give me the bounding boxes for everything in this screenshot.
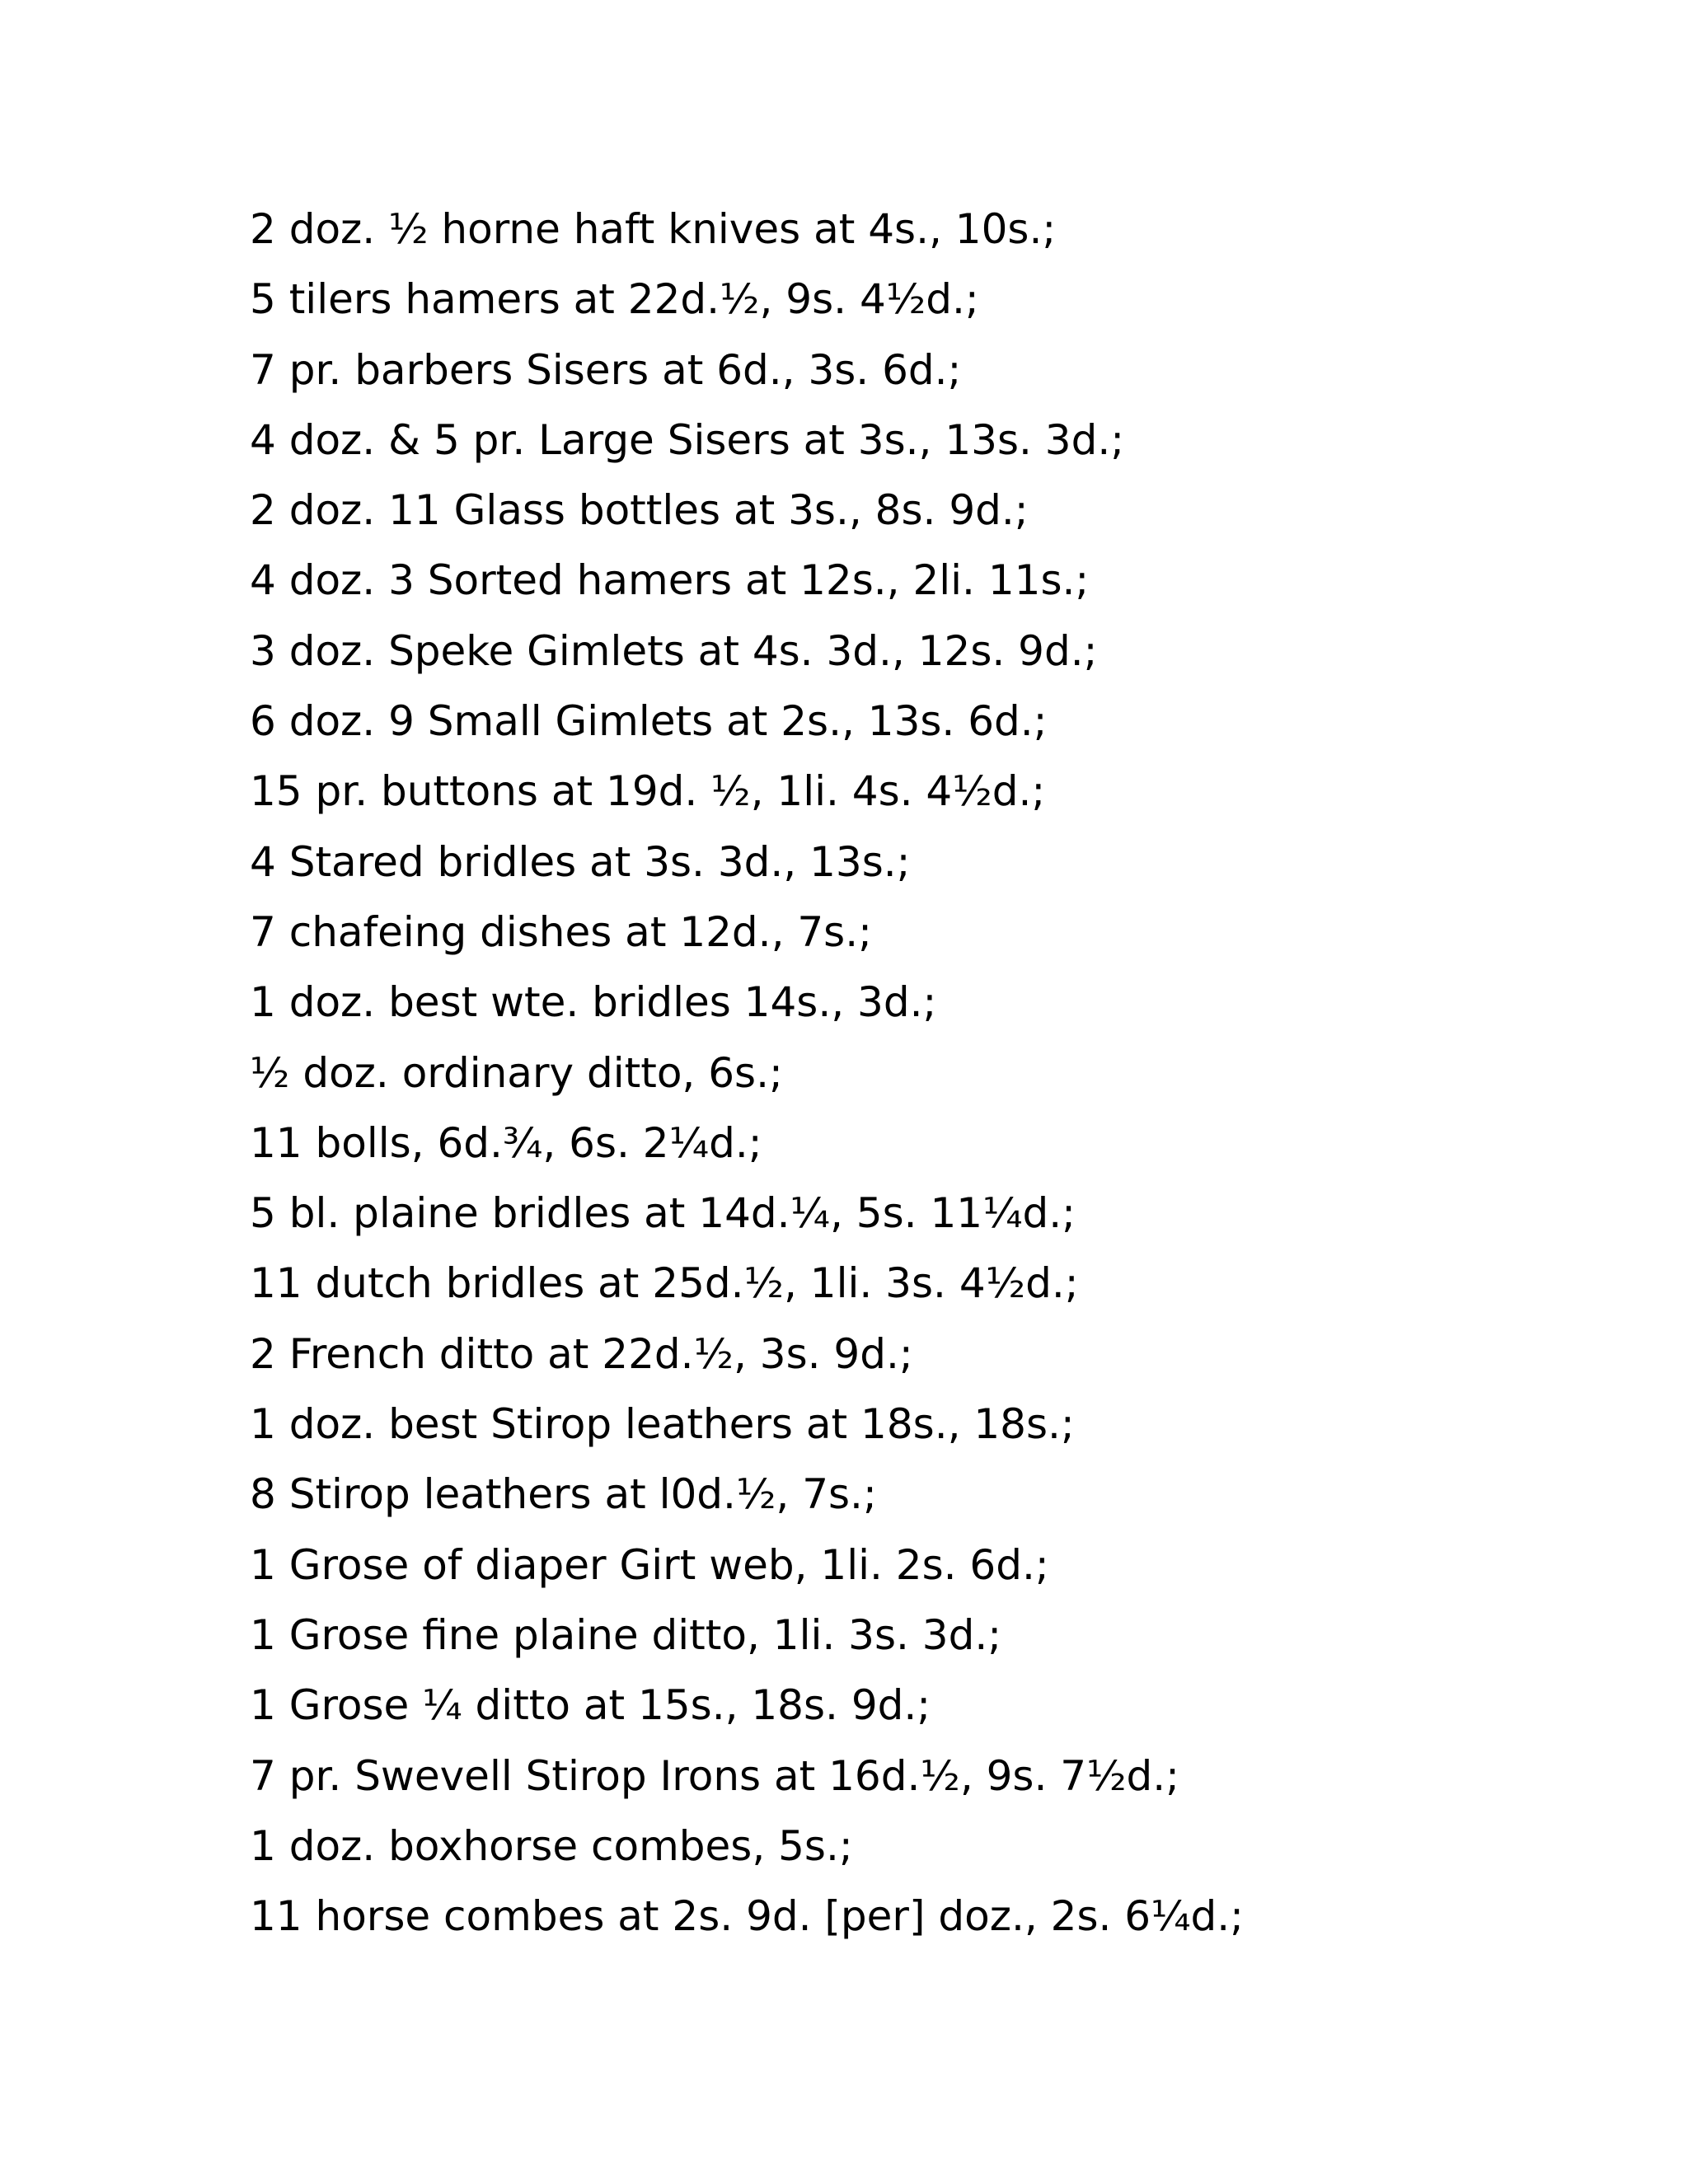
inventory-entry: 11 horse combes at 2s. 9d. [per] doz., 2s. 6¼d.; xyxy=(250,1892,1245,1941)
inventory-entry: 1 doz. best wte. bridles 14s., 3d.; xyxy=(250,978,937,1027)
inventory-list xyxy=(250,194,1244,1952)
inventory-entry: 2 French ditto at 22d.½, 3s. 9d.; xyxy=(250,1329,913,1378)
inventory-entry: 4 doz. 3 Sorted hamers at 12s., 2li. 11s.; xyxy=(250,556,1090,605)
inventory-entry: 7 pr. Swevell Stirop Irons at 16d.½, 9s. 7½d.; xyxy=(250,1751,1180,1800)
inventory-entry: 8 Stirop leathers at l0d.½, 7s.; xyxy=(250,1470,877,1519)
inventory-entry: 6 doz. 9 Small Gimlets at 2s., 13s. 6d.; xyxy=(250,697,1048,746)
inventory-entry: 2 doz. 11 Glass bottles at 3s., 8s. 9d.; xyxy=(250,486,1029,535)
inventory-entry: 15 pr. buttons at 19d. ½, 1li. 4s. 4½d.; xyxy=(250,767,1046,816)
inventory-entry: 11 bolls, 6d.¾, 6s. 2¼d.; xyxy=(250,1118,762,1167)
inventory-entry: 4 doz. & 5 pr. Large Sisers at 3s., 13s. 3d.; xyxy=(250,415,1125,464)
inventory-entry: 7 chafeing dishes at 12d., 7s.; xyxy=(250,907,872,956)
inventory-entry: 1 doz. best Stirop leathers at 18s., 18s.; xyxy=(250,1400,1075,1449)
inventory-entry: ½ doz. ordinary ditto, 6s.; xyxy=(250,1048,783,1097)
inventory-entry: 4 Stared bridles at 3s. 3d., 13s.; xyxy=(250,837,911,886)
inventory-entry: 3 doz. Speke Gimlets at 4s. 3d., 12s. 9d.; xyxy=(250,626,1098,675)
inventory-entry: 5 tilers hamers at 22d.½, 9s. 4½d.; xyxy=(250,275,979,324)
inventory-entry: 1 Grose of diaper Girt web, 1li. 2s. 6d.; xyxy=(250,1540,1049,1589)
inventory-entry: 2 doz. ½ horne haft knives at 4s., 10s.; xyxy=(250,205,1057,253)
inventory-entry: 7 pr. barbers Sisers at 6d., 3s. 6d.; xyxy=(250,345,962,394)
inventory-entry: 11 dutch bridles at 25d.½, 1li. 3s. 4½d.; xyxy=(250,1259,1079,1308)
inventory-entry: 1 Grose fine plaine ditto, 1li. 3s. 3d.; xyxy=(250,1610,1002,1659)
inventory-entry: 1 Grose ¼ ditto at 15s., 18s. 9d.; xyxy=(250,1681,931,1730)
inventory-entry: 1 doz. boxhorse combes, 5s.; xyxy=(250,1821,853,1870)
inventory-entry: 5 bl. plaine bridles at 14d.¼, 5s. 11¼d.; xyxy=(250,1189,1076,1238)
